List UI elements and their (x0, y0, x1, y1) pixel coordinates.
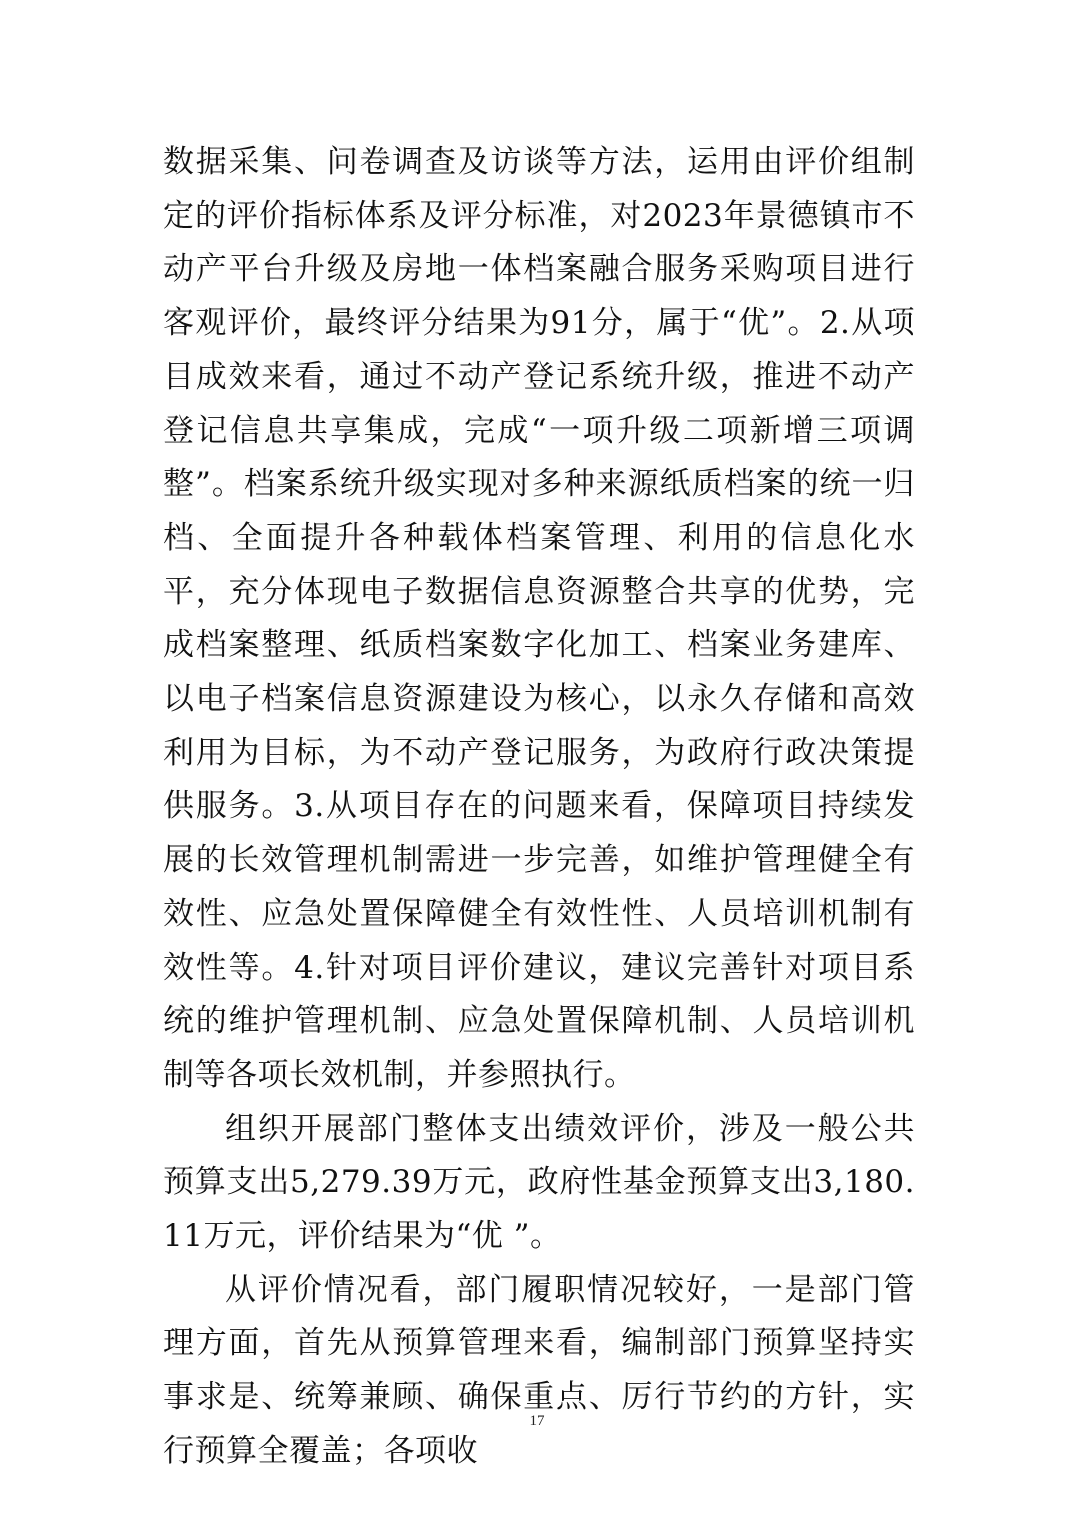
paragraph-department-expenditure: 组织开展部门整体支出绩效评价，涉及一般公共预算支出5,279.39万元，政府性基金预算支出3,180.11万元，评价结果为“优 ”。 (163, 1110, 915, 1255)
page-number: 17 (529, 1413, 545, 1429)
body-text (163, 136, 915, 1479)
paragraph-department-performance: 从评价情况看，部门履职情况较好，一是部门管理方面，首先从预算管理来看，编制部门预算坚持实事求是、统筹兼顾、确保重点、厉行节约的方针，实行预算全覆盖；各项收 (163, 1271, 915, 1469)
paragraph-evaluation-results: 数据采集、问卷调查及访谈等方法，运用由评价组制定的评价指标体系及评分标准，对2023年景德镇市不动产平台升级及房地一体档案融合服务采购项目进行客观评价，最终评分结果为91分，属于“优”。2.从项目成效来看，通过不动产登记系统升级，推进不动产登记信息共享集成，完成“一项升级二项新增三项调整”。档案系统升级实现对多种来源纸质档案的统一归档、全面提升各种载体档案管理、利用的信息化水平，充分体现电子数据信息资源整合共享的优势，完成档案整理、纸质档案数字化加工、档案业务建库、以电子档案信息资源建设为核心，以永久存储和高效利用为目标，为不动产登记服务，为政府行政决策提供服务。3.从项目存在的问题来看，保障项目持续发展的长效管理机制需进一步完善，如维护管理健全有效性、应急处置保障健全有效性性、人员培训机制有效性等。4.针对项目评价建议，建议完善针对项目系统的维护管理机制、应急处置保障机制、人员培训机制等各项长效机制，并参照执行。 (163, 144, 915, 1093)
